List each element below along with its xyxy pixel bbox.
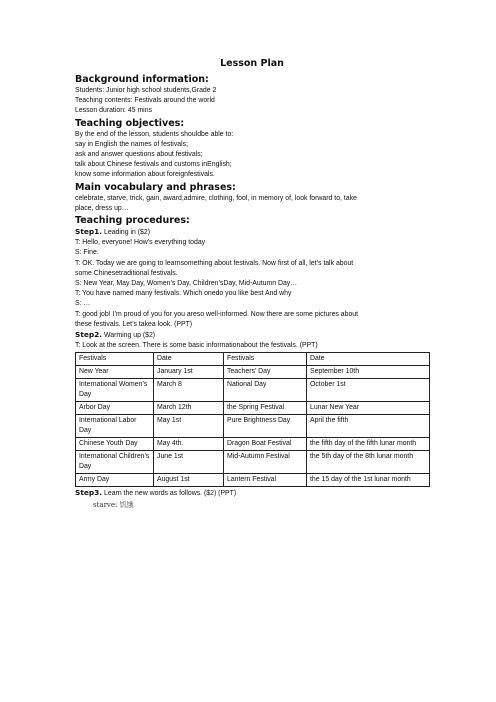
table-cell: International Children’s Day — [76, 451, 154, 474]
background-line: Lesson duration: 45 mins — [75, 107, 152, 115]
dialog-line: these festivals. Let’s takea look. (PPT) — [75, 320, 193, 328]
table-cell: Army Day — [76, 474, 154, 487]
step2-text: Warming up ($2) — [102, 332, 156, 340]
table-row — [76, 402, 430, 415]
table-cell: September 10th — [307, 366, 430, 379]
dialog-line: T: good job! I’m proud of you for you areso well-informed. Now there are some pictures about — [75, 310, 359, 318]
dialog-line: T: Hello, everyone! How’s everything today — [75, 239, 206, 247]
vocab-line: place, dress up… — [75, 204, 129, 212]
objective-line: By the end of the lesson, students shouldbe able to: — [75, 130, 234, 138]
table-cell: October 1st — [307, 379, 430, 402]
table-cell: the 15 day of the 1st lunar month — [307, 474, 430, 487]
background-line: Teaching contents: Festivals around the world — [75, 97, 215, 105]
table-cell: the Spring Festival — [224, 402, 307, 415]
objective-line: say in English the names of festivals; — [75, 140, 188, 148]
table-cell: March 8 — [154, 379, 224, 402]
step1-label: Step1. — [75, 227, 103, 237]
header-cell: Date — [307, 353, 430, 366]
dialog-line: S: … — [75, 300, 91, 308]
procedures-heading: Teaching procedures: — [75, 215, 190, 227]
background-line: Students: Junior high school students,Grade 2 — [75, 87, 217, 94]
table-cell: Lunar New Year — [307, 402, 430, 415]
table-cell: Dragon Boat Festival — [224, 438, 307, 451]
table-cell: June 1st — [154, 451, 224, 474]
dialog-line: S: New Year, May Day, Women’s Day, Children’sDay, Mid-Autumn Day… — [75, 280, 298, 288]
table-row — [76, 474, 430, 487]
table-cell: Teachers’ Day — [224, 366, 307, 379]
table-cell: International Labor Day — [76, 415, 154, 438]
table-header-row — [76, 353, 430, 366]
table-cell: April the fifth — [307, 415, 430, 438]
objective-line: ask and answer questions about festivals; — [75, 151, 203, 159]
step1-text: Leading in ($2) — [102, 229, 150, 237]
table-cell: the fifth day of the fifth lunar month — [307, 438, 430, 451]
header-cell: Festivals — [224, 353, 307, 366]
objective-line: know some information about foreignfestivals. — [75, 171, 215, 179]
vocab-word-starve: starve: 饥饿 — [93, 500, 134, 509]
objective-line: talk about Chinese festivals and customs inEnglish; — [75, 161, 232, 169]
table-cell: International Women’s Day — [76, 379, 154, 402]
step2-line — [75, 330, 429, 341]
header-cell: Date — [154, 353, 224, 366]
table-cell: August 1st — [154, 474, 224, 487]
table-cell: Chinese Youth Day — [76, 438, 154, 451]
objectives-heading: Teaching objectives: — [75, 117, 185, 129]
step2-instruction: T: Look at the screen. There is some basic informationabout the festivals. (PPT) — [75, 342, 318, 350]
festivals-table — [75, 352, 430, 487]
dialog-line: T: OK. Today we are going to learnsomething about festivals. Now first of all, let’s talk about — [75, 259, 354, 267]
lesson-plan-page — [75, 58, 429, 510]
table-cell: the 5th day of the 8th lunar month — [307, 451, 430, 474]
table-cell: New Year — [76, 366, 154, 379]
table-cell: Lantern Festival — [224, 474, 307, 487]
dialog-line: some Chinesetraditional festivals. — [75, 269, 178, 277]
step1-line — [75, 227, 429, 238]
dialog-line: T: You have named many festivals. Which onedo you like best And why — [75, 290, 292, 298]
table-cell: Arbor Day — [76, 402, 154, 415]
table-cell: May 1st — [154, 415, 224, 438]
table-row — [76, 451, 430, 474]
background-heading: Background information: — [75, 74, 209, 85]
festivals-table-body — [76, 353, 430, 487]
table-cell: March 12th — [154, 402, 224, 415]
table-row — [76, 438, 430, 451]
dialog-line: S: Fine. — [75, 249, 99, 257]
table-row — [76, 379, 430, 402]
document-title: Lesson Plan — [220, 58, 284, 69]
step2-label: Step2. — [75, 330, 103, 340]
step3-label: Step3. — [75, 488, 103, 498]
table-cell: Pure Brightness Day — [224, 415, 307, 438]
step3-line — [75, 488, 429, 499]
table-row — [76, 415, 430, 438]
table-cell: National Day — [224, 379, 307, 402]
table-cell: Mid-Autumn Festival — [224, 451, 307, 474]
table-cell: January 1st — [154, 366, 224, 379]
vocab-line: celebrate, starve, trick, gain, award,admire, clothing, fool, in memory of, look forward to, take — [75, 194, 357, 202]
vocab-heading: Main vocabulary and phrases: — [75, 181, 236, 193]
table-cell: May 4th. — [154, 438, 224, 451]
step3-text: Learn the new words as follows. ($2) (PPT) — [102, 490, 237, 498]
table-row — [76, 366, 430, 379]
header-cell: Festivals — [76, 353, 154, 366]
